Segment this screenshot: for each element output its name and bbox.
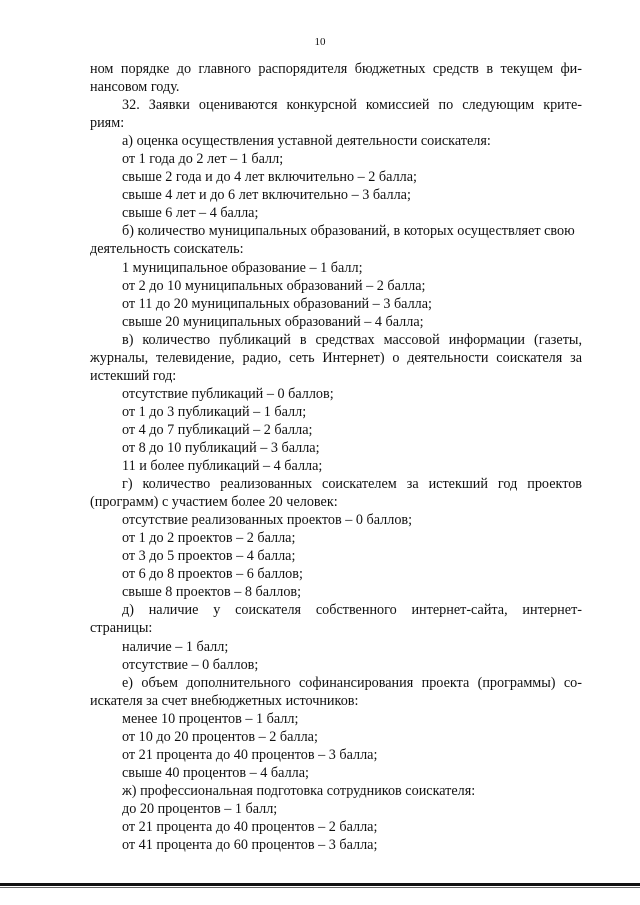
text-line: от 21 процента до 40 процентов – 3 балла; bbox=[122, 746, 378, 763]
document-body bbox=[90, 60, 582, 854]
text-line: ж) профессиональная подготовка сотрудников соискателя: bbox=[122, 782, 476, 799]
text-line: б) количество муниципальных образований, в которых осуществляет свою bbox=[122, 223, 575, 240]
text-line: от 11 до 20 муниципальных образований – 3 балла; bbox=[122, 295, 432, 312]
text-line: 11 и более публикаций – 4 балла; bbox=[122, 458, 323, 475]
text-line: от 1 года до 2 лет – 1 балл; bbox=[122, 151, 284, 168]
text-line: а) оценка осуществления уставной деятельности соискателя: bbox=[122, 133, 491, 150]
text-line: деятельность соискатель: bbox=[90, 241, 244, 258]
text-line: журналы, телевидение, радио, сеть Интернет) о деятельности соискателя за bbox=[90, 349, 582, 366]
scan-border-bottom-shadow bbox=[0, 887, 640, 888]
text-line: свыше 4 лет и до 6 лет включительно – 3 балла; bbox=[122, 187, 411, 204]
text-line: отсутствие – 0 баллов; bbox=[122, 656, 259, 673]
text-line: от 6 до 8 проектов – 6 баллов; bbox=[122, 566, 303, 583]
text-line: искателя за счет внебюджетных источников: bbox=[90, 692, 359, 709]
text-line: 32. Заявки оцениваются конкурсной комиссией по следующим крите- bbox=[122, 97, 582, 114]
text-line: г) количество реализованных соискателем за истекший год проектов bbox=[122, 476, 582, 493]
text-line: (программ) с участием более 20 человек: bbox=[90, 494, 338, 511]
text-line: е) объем дополнительного софинансирования проекта (программы) со- bbox=[122, 674, 582, 691]
text-line: до 20 процентов – 1 балл; bbox=[122, 800, 278, 817]
text-line: риям: bbox=[90, 115, 125, 132]
text-line: свыше 40 процентов – 4 балла; bbox=[122, 764, 309, 781]
text-line: от 10 до 20 процентов – 2 балла; bbox=[122, 728, 318, 745]
text-line: свыше 8 проектов – 8 баллов; bbox=[122, 584, 302, 601]
text-line: от 21 процента до 40 процентов – 2 балла; bbox=[122, 818, 378, 835]
text-line: 1 муниципальное образование – 1 балл; bbox=[122, 259, 363, 276]
text-line: наличие – 1 балл; bbox=[122, 638, 229, 655]
text-line: от 4 до 7 публикаций – 2 балла; bbox=[122, 421, 313, 438]
text-line: в) количество публикаций в средствах массовой информации (газеты, bbox=[122, 331, 582, 348]
text-line: д) наличие у соискателя собственного интернет-сайта, интернет- bbox=[122, 602, 582, 619]
scan-border-bottom bbox=[0, 883, 640, 886]
text-line: ном порядке до главного распорядителя бюджетных средств в текущем фи- bbox=[90, 61, 582, 77]
text-line: от 3 до 5 проектов – 4 балла; bbox=[122, 548, 296, 565]
text-line: от 2 до 10 муниципальных образований – 2 балла; bbox=[122, 277, 426, 294]
text-line: истекший год: bbox=[90, 367, 177, 384]
text-line: нансовом году. bbox=[90, 79, 180, 96]
text-line: отсутствие публикаций – 0 баллов; bbox=[122, 385, 334, 402]
text-line: свыше 2 года и до 4 лет включительно – 2 балла; bbox=[122, 169, 417, 186]
text-line: отсутствие реализованных проектов – 0 баллов; bbox=[122, 512, 413, 529]
text-line: от 1 до 2 проектов – 2 балла; bbox=[122, 530, 296, 547]
page-number: 10 bbox=[314, 36, 326, 48]
text-line: свыше 20 муниципальных образований – 4 балла; bbox=[122, 313, 424, 330]
text-line: свыше 6 лет – 4 балла; bbox=[122, 205, 259, 222]
text-line: страницы: bbox=[90, 620, 153, 637]
text-line: от 41 процента до 60 процентов – 3 балла; bbox=[122, 837, 378, 854]
text-line: от 1 до 3 публикаций – 1 балл; bbox=[122, 403, 307, 420]
text-line: менее 10 процентов – 1 балл; bbox=[122, 710, 299, 727]
text-line: от 8 до 10 публикаций – 3 балла; bbox=[122, 439, 320, 456]
